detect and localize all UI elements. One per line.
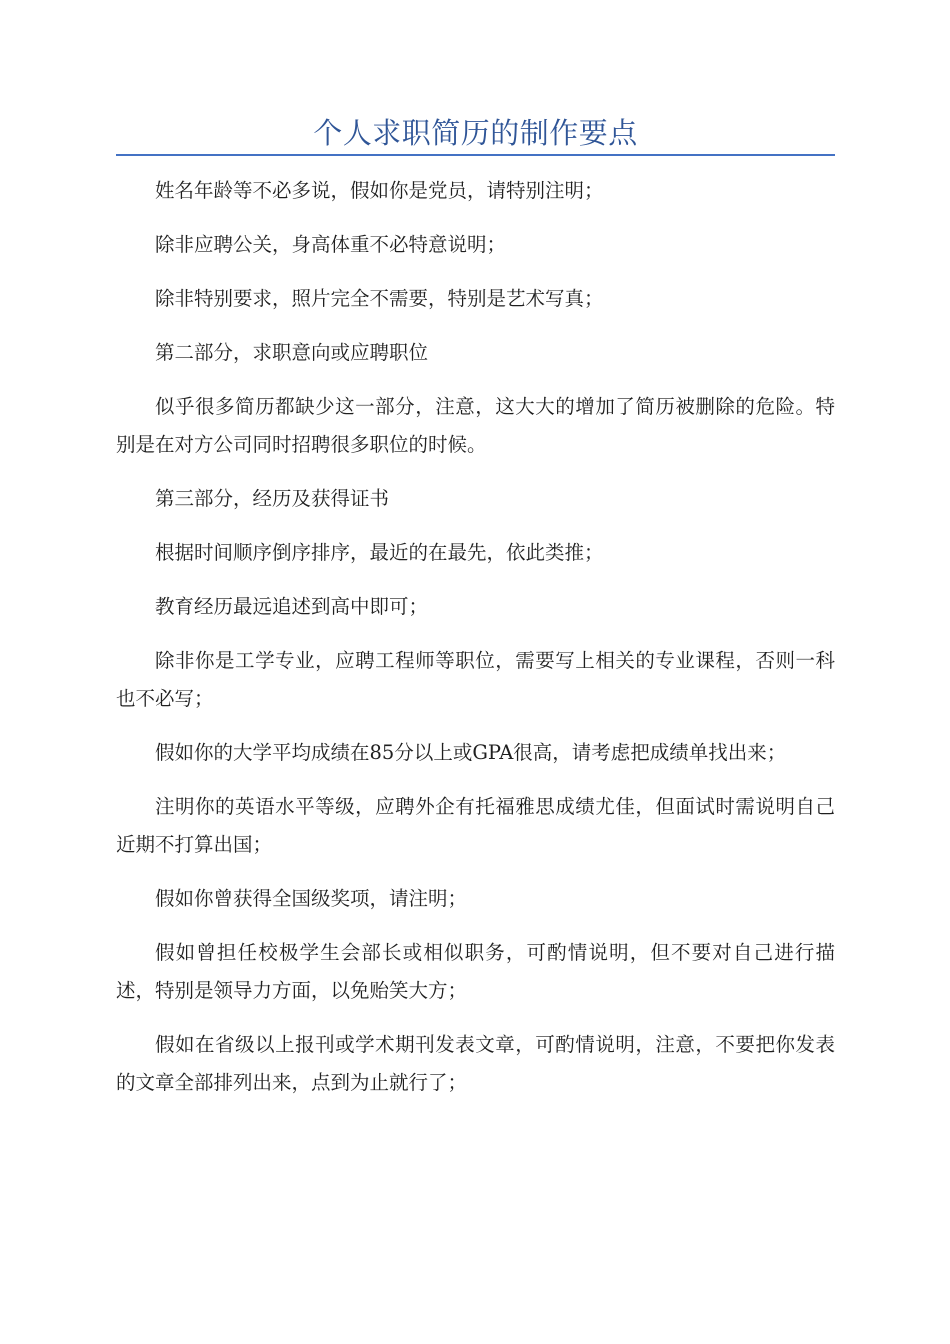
title-underline	[116, 154, 835, 156]
paragraph: 假如你曾获得全国级奖项，请注明；	[155, 887, 468, 910]
paragraph: 姓名年龄等不必多说，假如你是党员，请特别注明；	[155, 179, 604, 202]
paragraph: 除非特别要求，照片完全不需要，特别是艺术写真；	[155, 287, 604, 310]
paragraph: 假如曾担任校极学生会部长或相似职务，可酌情说明，但不要对自己进行描述，特别是领导力方面，以免贻笑大方；	[116, 941, 835, 1002]
paragraph: 根据时间顺序倒序排序，最近的在最先，依此类推；	[155, 541, 604, 564]
paragraph: 假如在省级以上报刊或学术期刊发表文章，可酌情说明，注意，不要把你发表的文章全部排列出来，点到为止就行了；	[116, 1033, 835, 1094]
section-heading: 第二部分，求职意向或应聘职位	[155, 341, 429, 364]
document-body	[116, 172, 835, 1118]
document-title: 个人求职简历的制作要点	[313, 116, 638, 150]
paragraph: 假如你的大学平均成绩在85分以上或GPA很高，请考虑把成绩单找出来；	[155, 741, 787, 764]
paragraph: 除非应聘公关，身高体重不必特意说明；	[155, 233, 507, 256]
paragraph: 似乎很多简历都缺少这一部分，注意，这大大的增加了简历被删除的危险。特别是在对方公司同时招聘很多职位的时候。	[116, 395, 835, 456]
paragraph: 除非你是工学专业，应聘工程师等职位，需要写上相关的专业课程，否则一科也不必写；	[116, 649, 835, 710]
section-heading: 第三部分，经历及获得证书	[155, 487, 390, 510]
paragraph: 注明你的英语水平等级，应聘外企有托福雅思成绩尤佳，但面试时需说明自己近期不打算出国；	[116, 795, 835, 856]
paragraph: 教育经历最远追述到高中即可；	[155, 595, 429, 618]
